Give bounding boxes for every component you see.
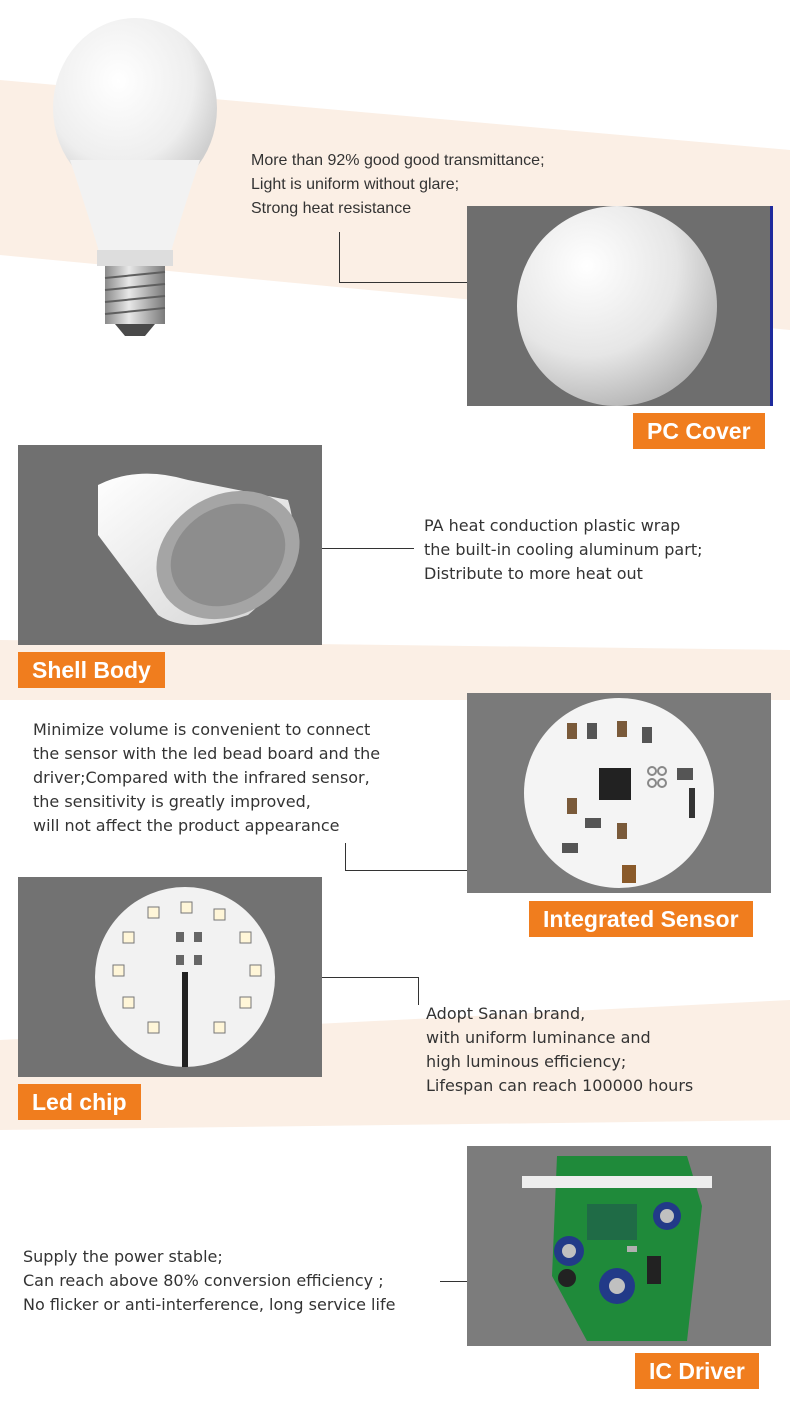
shell-body-label: Shell Body <box>18 652 165 688</box>
pc-cover-photo <box>467 206 773 406</box>
led-chip-description <box>426 1002 693 1098</box>
led-chip-line-3: high luminous efficiency; <box>426 1052 627 1071</box>
sensor-line-5: will not affect the product appearance <box>33 816 340 835</box>
sensor-connector-vertical <box>345 843 346 870</box>
pc-cover-connector-vertical <box>339 232 340 282</box>
shell-body-connector <box>322 548 414 549</box>
shell-body-line-3: Distribute to more heat out <box>424 564 643 583</box>
led-chip-line-4: Lifespan can reach 100000 hours <box>426 1076 694 1095</box>
ic-driver-label: IC Driver <box>635 1353 759 1389</box>
sensor-line-1: Minimize volume is convenient to connect <box>33 720 371 739</box>
shell-body-description <box>424 514 702 586</box>
pc-cover-label: PC Cover <box>633 413 765 449</box>
integrated-sensor-description <box>33 718 380 838</box>
ic-driver-connector <box>440 1281 467 1282</box>
integrated-sensor-photo <box>467 693 771 893</box>
ic-driver-description <box>23 1245 395 1317</box>
led-chip-connector-horizontal <box>322 977 418 978</box>
led-chip-connector-vertical <box>418 977 419 1005</box>
led-chip-line-1: Adopt Sanan brand, <box>426 1004 586 1023</box>
led-chip-line-2: with uniform luminance and <box>426 1028 651 1047</box>
pc-cover-line-1: More than 92% good good transmittance; <box>251 152 545 169</box>
shell-body-photo <box>18 445 322 645</box>
led-chip-label: Led chip <box>18 1084 141 1120</box>
led-bulb-image <box>45 10 225 340</box>
ic-driver-line-2: Can reach above 80% conversion efficiency ; <box>23 1271 384 1290</box>
sensor-line-2: the sensor with the led bead board and the <box>33 744 381 763</box>
sensor-line-3: driver;Compared with the infrared sensor, <box>33 768 370 787</box>
sensor-line-4: the sensitivity is greatly improved, <box>33 792 311 811</box>
pc-cover-line-2: Light is uniform without glare; <box>251 176 460 193</box>
ic-driver-line-3: No flicker or anti-interference, long service life <box>23 1295 396 1314</box>
led-chip-photo <box>18 877 322 1077</box>
ic-driver-photo <box>467 1146 771 1346</box>
ic-driver-line-1: Supply the power stable; <box>23 1247 223 1266</box>
shell-body-line-1: PA heat conduction plastic wrap <box>424 516 681 535</box>
shell-body-line-2: the built-in cooling aluminum part; <box>424 540 703 559</box>
integrated-sensor-label: Integrated Sensor <box>529 901 753 937</box>
pc-cover-line-3: Strong heat resistance <box>251 200 412 217</box>
sensor-connector-horizontal <box>345 870 467 871</box>
pc-cover-connector-horizontal <box>339 282 467 283</box>
